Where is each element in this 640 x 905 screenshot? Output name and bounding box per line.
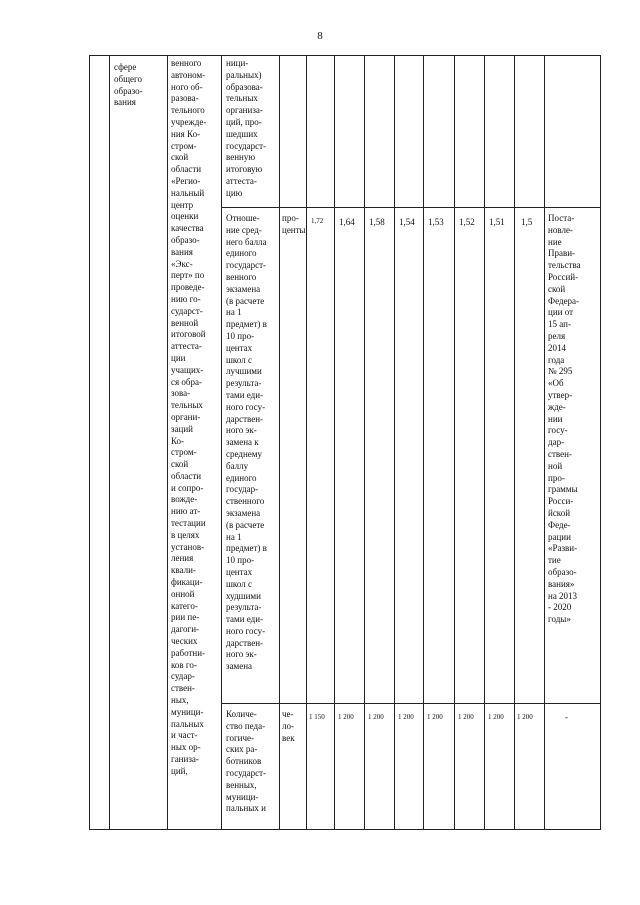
value-cell-row1: 1,5 [521,217,533,227]
unit-cell-row1: про- центы [282,213,306,235]
value-cell-row1: 1,54 [399,217,415,227]
value-cell-row2: 1 150 [309,713,325,721]
column-divider [279,55,280,830]
basis-cell-row1: Поста- новле- ние Прави- тельства Россий- ской Федера- ции от 15 ап- реля 2014 года № 295 «Об утвер- жде- нии госу- дар- ствен- ной про- граммы Росси- йской Феде- рации «Разви- тие образо- вания» на 2013 - 2020 годы» [548,213,581,625]
row-divider [221,207,601,208]
table-bottom-border [89,829,601,830]
value-cell-row2: 1 200 [427,713,443,721]
column-divider [221,55,222,830]
indicator-cell-row2: Количе- ство педа- гогиче- ских ра- ботников государст- венных, муници- пальных и [226,709,266,814]
value-cell-row2: 1 200 [398,713,414,721]
basis-cell-row2: - [565,712,568,722]
column-divider [334,55,335,830]
column-divider [109,55,110,830]
indicator-cell-row0: ници- pальных) образова- тельных организа- ций, про- шедших государст- венную итоговую аттеста- цию [226,58,266,198]
value-cell-row2: 1 200 [368,713,384,721]
value-cell-row2: 1 200 [458,713,474,721]
executor-cell: венного автоном- ного об- разова- тельного учрежде- ния Ко- стром- ской области «Регио- нальный центр оценки качества образо- вания «Экс- перт» по проведе- нию го- сударст- венной итоговой аттеста- ции учащих- ся обра- зова- тельных органи- заций Ко- стром- ской области и сопро- вожде- нию ат- тестации в целях установ- ления квали- фикаци- онной катего- рии пе- дагоги- ческих работни- ков го- судар- ствен- ных, муници- пальных и част- ных ор- ганиза- ций, [171,58,207,776]
sphere-cell: сфере общего образо- вания [114,62,143,108]
unit-cell-row2: че- ло- век [282,709,295,743]
column-divider [514,55,515,830]
column-divider [306,55,307,830]
column-divider [484,55,485,830]
column-divider [544,55,545,830]
column-divider [423,55,424,830]
value-cell-row1: 1,72 [311,217,324,225]
column-divider [167,55,168,830]
value-cell-row2: 1 200 [488,713,504,721]
table-border-left [89,55,90,830]
table-top-border [89,55,601,56]
value-cell-row1: 1,64 [339,217,355,227]
column-divider [394,55,395,830]
value-cell-row2: 1 200 [517,713,533,721]
value-cell-row1: 1,52 [459,217,475,227]
indicator-cell-row1: Отноше- ние сред- него балла единого государст- венного экзамена (в расчете на 1 предмет) в 10 про- центах школ с лучшими результа- тами еди- ного госу- дарствен- ного эк- замена к среднему баллу единого государ- ственного экзамена (в расчете на 1 предмет) в 10 про- центах школ с худшими результа- тами еди- ного госу- дарствен- ного эк- замена [226,213,267,672]
column-divider [454,55,455,830]
value-cell-row2: 1 200 [338,713,354,721]
page-number: 8 [317,30,323,42]
column-divider [364,55,365,830]
value-cell-row1: 1,58 [369,217,385,227]
value-cell-row1: 1,51 [489,217,505,227]
value-cell-row1: 1,53 [428,217,444,227]
row-divider [221,703,601,704]
table-border-right [600,55,601,830]
